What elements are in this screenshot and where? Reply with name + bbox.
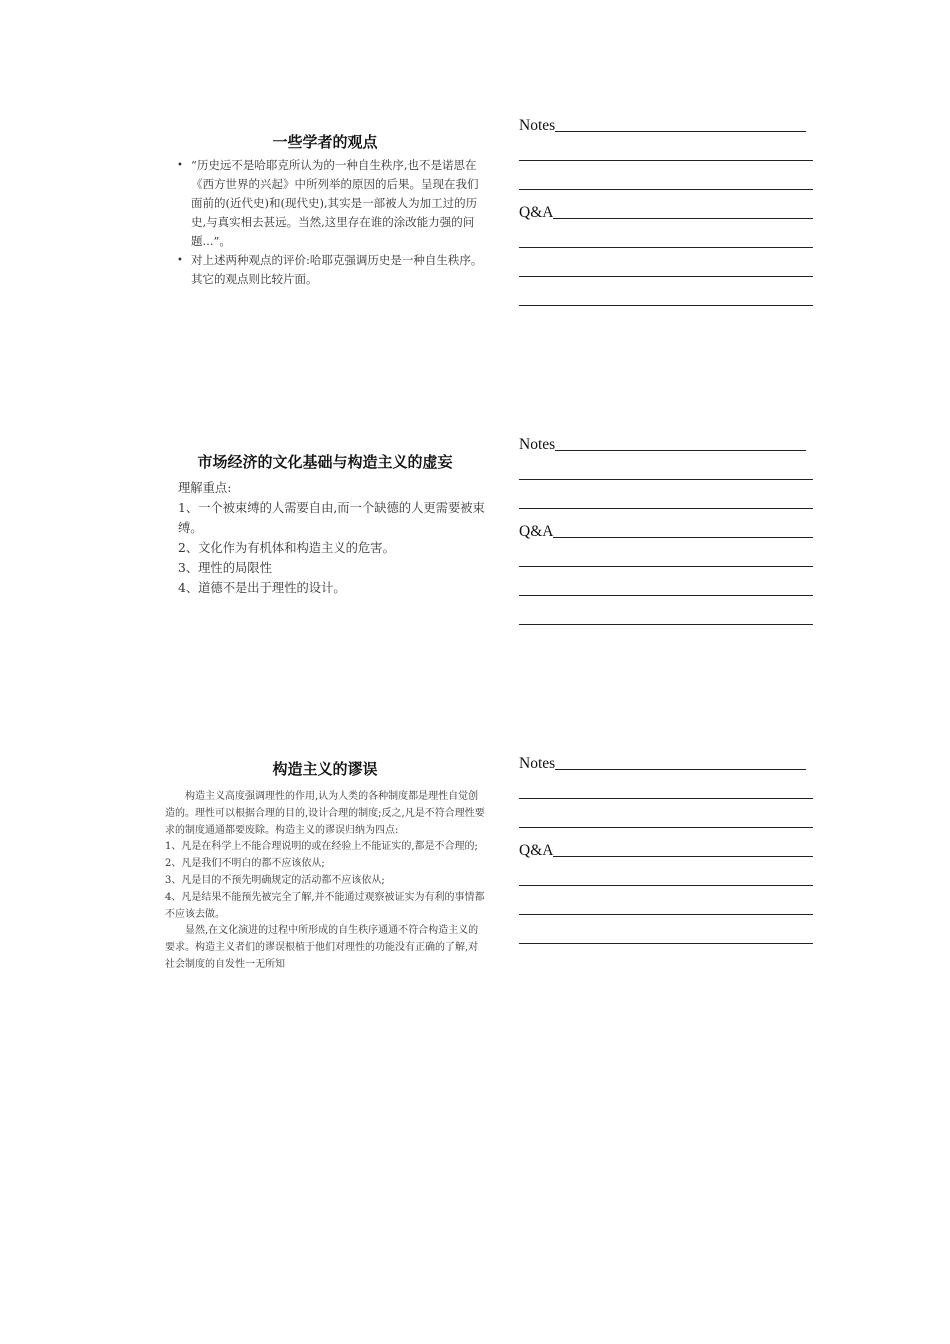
paragraph: 3、凡是目的不预先明确规定的活动都不应该依从; xyxy=(165,874,385,886)
list-item: 3、理性的局限性 xyxy=(178,561,272,575)
notes-label: Notes xyxy=(519,436,556,453)
qa-label: Q&A xyxy=(519,842,554,859)
slide-2 xyxy=(165,451,485,598)
qa-line[interactable] xyxy=(519,914,813,915)
qa-line[interactable] xyxy=(519,276,813,277)
notes-line[interactable] xyxy=(555,450,806,451)
notes-line[interactable] xyxy=(519,508,813,509)
slide-3-title: 构造主义的谬误 xyxy=(272,760,378,778)
qa-line[interactable] xyxy=(519,595,813,596)
qa-line[interactable] xyxy=(553,856,813,857)
slide-2-title: 市场经济的文化基础与构造主义的虚妄 xyxy=(197,453,453,471)
notes-line[interactable] xyxy=(519,798,813,799)
notes-line[interactable] xyxy=(519,479,813,480)
slide-2-body xyxy=(165,478,485,598)
qa-line[interactable] xyxy=(519,943,813,944)
notes-panel-2 xyxy=(519,425,819,628)
qa-line[interactable] xyxy=(553,537,813,538)
notes-panel-3 xyxy=(519,744,819,947)
qa-line[interactable] xyxy=(519,247,813,248)
paragraph: 显然,在文化演进的过程中所形成的自生秩序通通不符合构造主义的要求。构造主义者们的谬误根植于他们对理性的功能没有正确的了解,对社会制度的自发性一无所知 xyxy=(165,925,479,970)
slide-2-intro: 理解重点: xyxy=(178,481,232,495)
list-item: 4、道德不是出于理性的设计。 xyxy=(178,581,346,595)
notes-line[interactable] xyxy=(519,160,813,161)
qa-line[interactable] xyxy=(519,885,813,886)
slide-1 xyxy=(165,131,485,289)
notes-label: Notes xyxy=(519,117,556,134)
qa-line[interactable] xyxy=(519,566,813,567)
notes-line[interactable] xyxy=(555,769,806,770)
notes-label: Notes xyxy=(519,755,556,772)
list-item: 1、一个被束缚的人需要自由,而一个缺德的人更需要被束缚。 xyxy=(178,501,485,535)
qa-label: Q&A xyxy=(519,204,554,221)
paragraph: 2、凡是我们不明白的都不应该依从; xyxy=(165,858,325,870)
slide-1-bullets xyxy=(165,156,485,289)
notes-line[interactable] xyxy=(519,827,813,828)
paragraph: 4、凡是结果不能预先被完全了解,并不能通过观察被证实为有利的事情都不应该去做。 xyxy=(165,891,485,920)
qa-line[interactable] xyxy=(553,218,813,219)
notes-line[interactable] xyxy=(519,189,813,190)
slide-1-title: 一些学者的观点 xyxy=(272,133,378,151)
qa-line[interactable] xyxy=(519,305,813,306)
slide-3 xyxy=(165,758,485,974)
paragraph: 1、凡是在科学上不能合理说明的或在经验上不能证实的,都是不合理的; xyxy=(165,841,478,853)
qa-label: Q&A xyxy=(519,523,554,540)
notes-panel-1 xyxy=(519,106,819,309)
notes-line[interactable] xyxy=(555,131,806,132)
bullet-item: • 对上述两种观点的评价:哈耶克强调历史是一种自生秩序。其它的观点则比较片面。 xyxy=(191,251,485,289)
paragraph: 构造主义高度强调理性的作用,认为人类的各种制度都是理性自觉创造的。理性可以根据合理的目的,设计合理的制度;反之,凡是不符合理性要求的制度通通都要废除。构造主义的谬误归纳为四点: xyxy=(165,791,485,836)
slide-3-body xyxy=(165,789,485,974)
bullet-item: • “历史远不是哈耶克所认为的一种自生秩序,也不是诺思在《西方世界的兴起》中所列举的原因的后果。呈现在我们面前的(近代史)和(现代史),其实是一部被人为加工过的历史,与真实相去甚远。当然,这里存在谁的涂改能力强的问题...”。 xyxy=(191,156,485,251)
qa-line[interactable] xyxy=(519,624,813,625)
list-item: 2、文化作为有机体和构造主义的危害。 xyxy=(178,541,395,555)
